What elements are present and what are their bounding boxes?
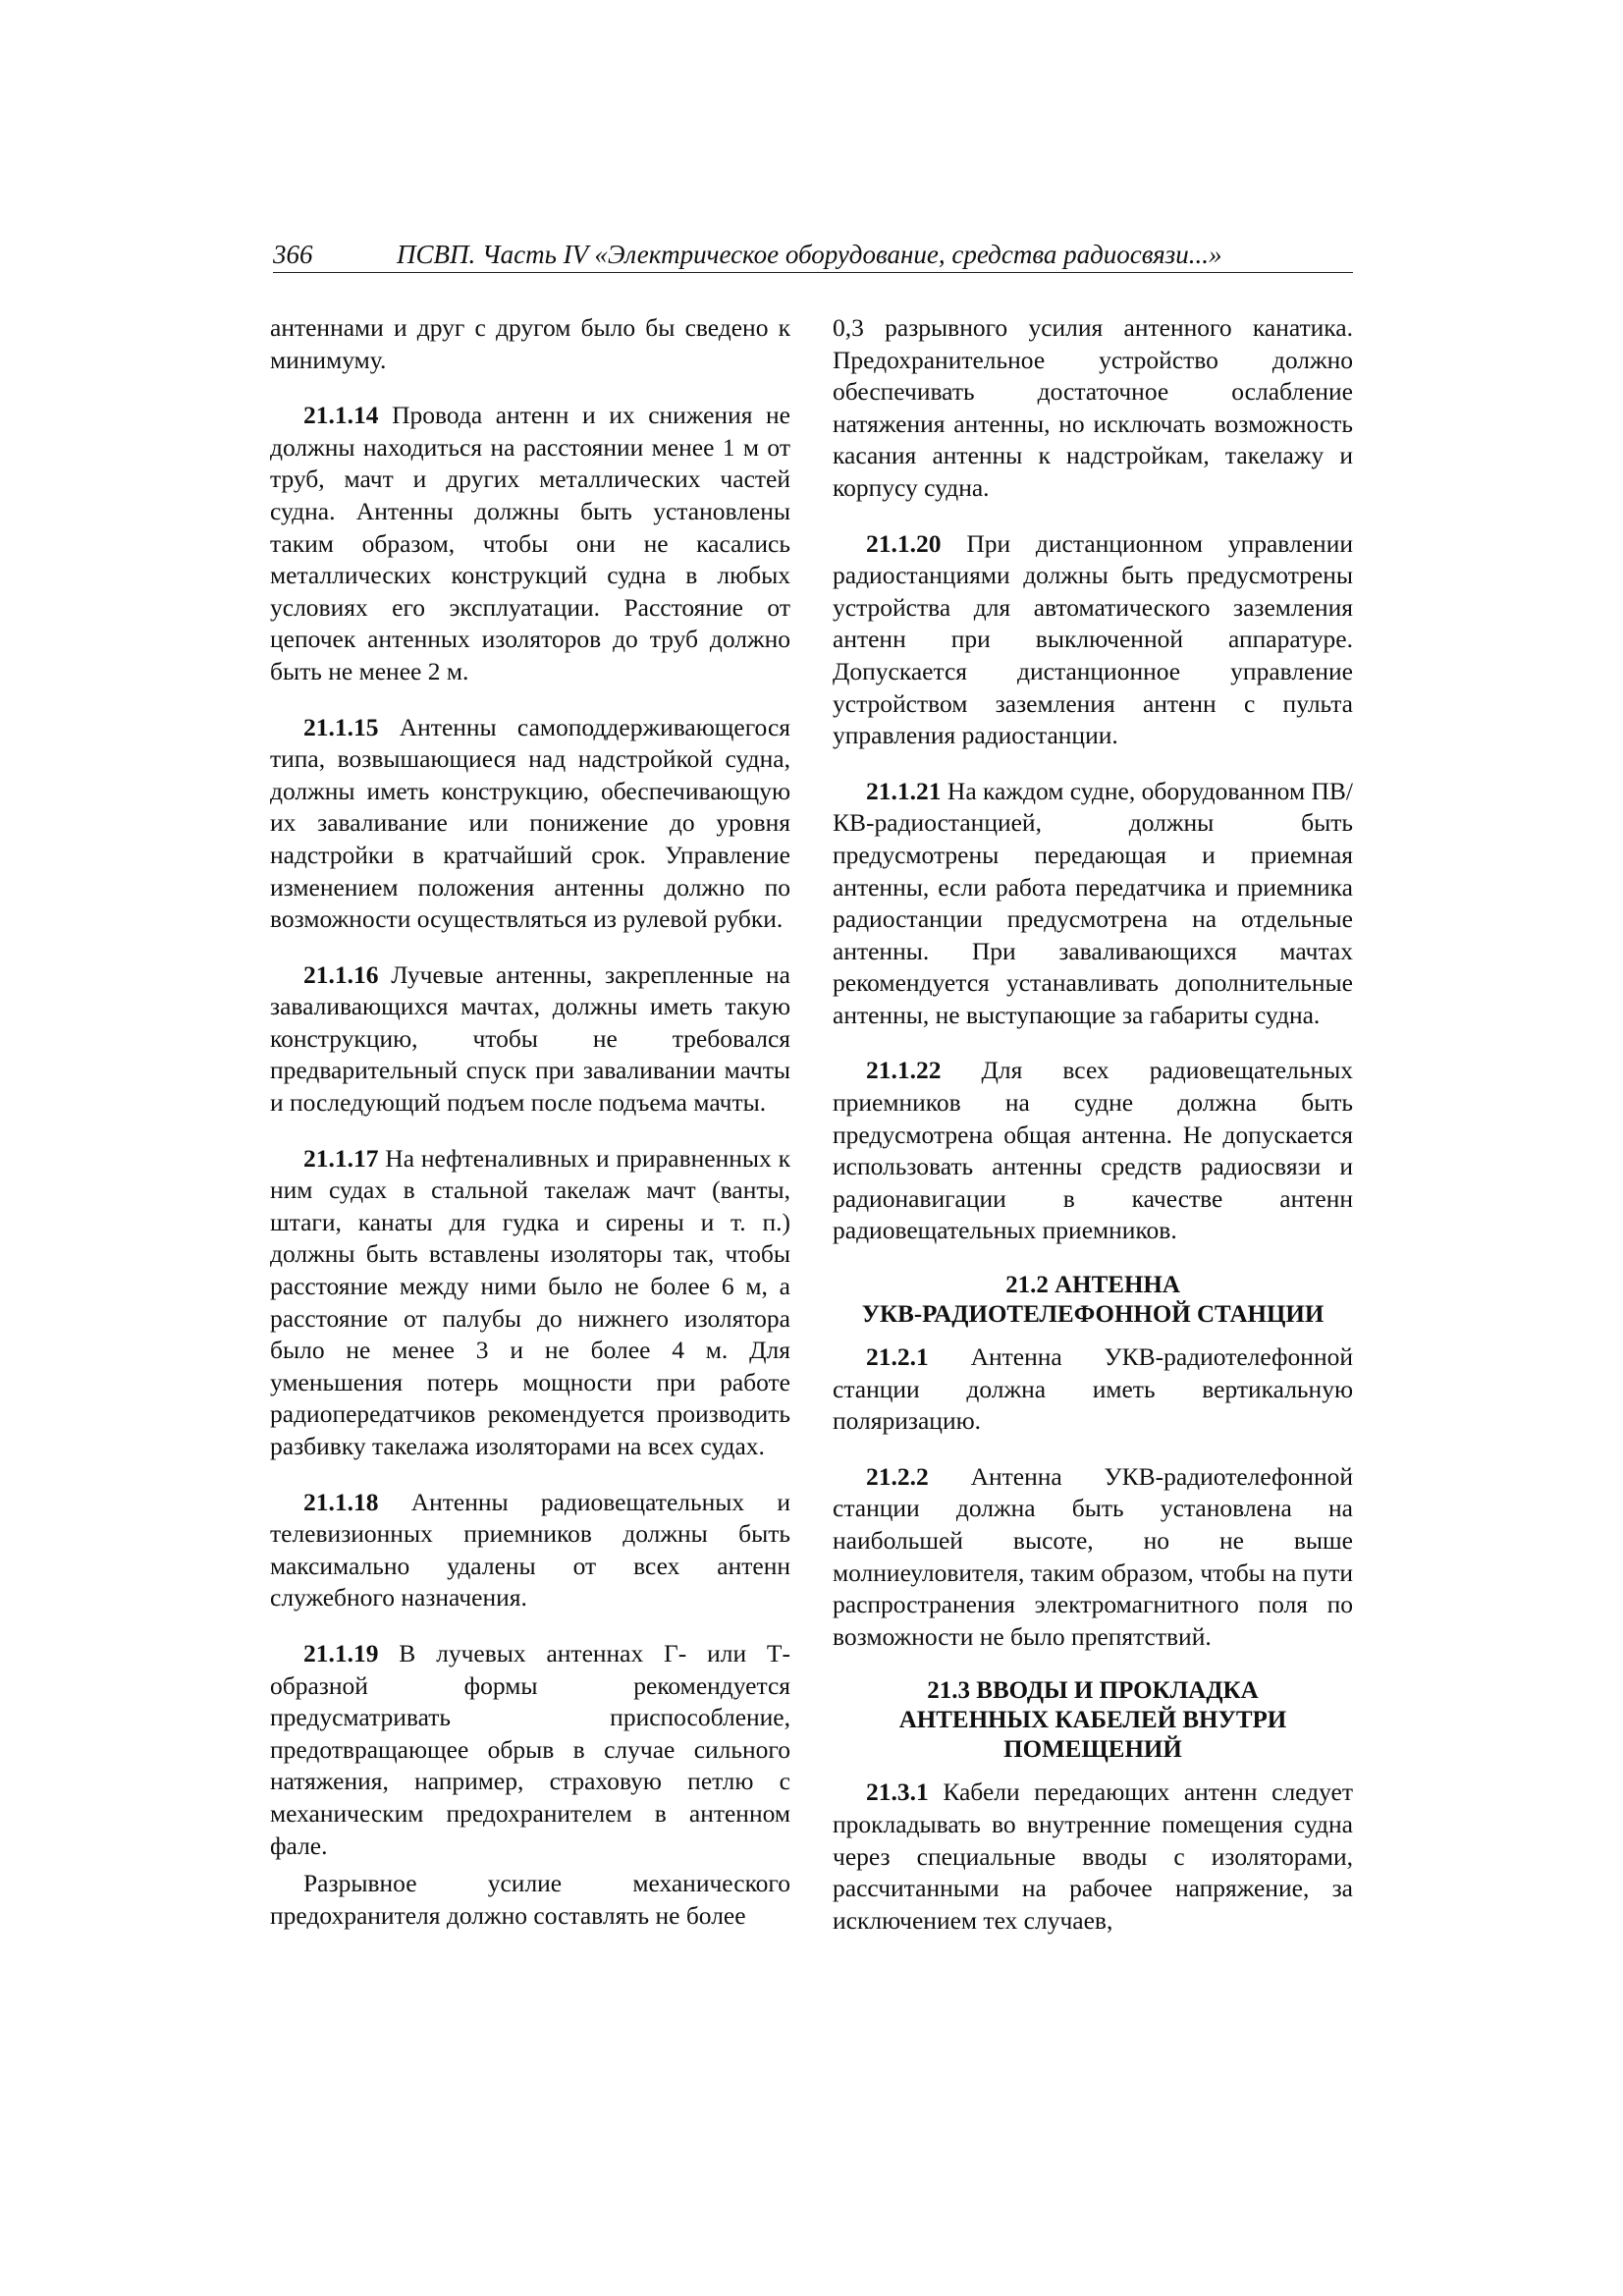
paragraph-continuation: 0,3 разрывного усилия антенного канатика. Предохранительное устройство должно обеспечивать достаточное ослабление натяжения антенны, но исключать возможность касания антенны к надстройкам, такелажу и корпусу судна. bbox=[833, 313, 1353, 502]
running-header bbox=[273, 239, 1353, 273]
paragraph-text: При дистанционном управлении радиостанциями должны быть предусмотрены устройства для автоматического заземления антенн при выключенной аппаратуре. Допускается дистанционное управление устройством заземления антенн с пульта управления радиостанции. bbox=[833, 528, 1353, 750]
paragraph-text: Лучевые антенны, закрепленные на заваливающихся мачтах, должны иметь такую конструкцию, чтобы не требовался предварительный спуск при заваливании мачты и последующий подъем после подъема мачты. bbox=[270, 959, 790, 1118]
paragraph-21-2-2 bbox=[833, 1461, 1353, 1654]
paragraph-text: Антенны самоподдерживающегося типа, возвышающиеся над надстройкой судна, должны иметь конструкцию, обеспечивающую их заваливание или понижение до уровня надстройки в кратчайший срок. Управление изменением положения антенны должно по возможности осуществляться из рулевой рубки. bbox=[270, 712, 790, 934]
paragraph-text: На каждом судне, оборудованном ПВ/КВ-радиостанцией, должны быть предусмотрены передающая и приемная антенны, если работа передатчика и приемника радиостанции предусмотрена на отдельные антенны. При заваливающихся мачтах рекомендуется устанавливать дополнительные антенны, не выступающие за габариты судна. bbox=[833, 776, 1353, 1029]
paragraph-text: Кабели передающих антенн следует прокладывать во внутренние помещения судна через специальные вводы с изоляторами, рассчитанными на рабочее напряжение, за исключением тех случаев, bbox=[833, 1777, 1353, 1935]
paragraph-21-2-1 bbox=[833, 1341, 1353, 1438]
paragraph-number: 21.1.17 bbox=[303, 1143, 379, 1173]
paragraph-number: 21.1.20 bbox=[866, 528, 942, 558]
section-heading-line: 21.2 АНТЕННА bbox=[1005, 1272, 1180, 1299]
paragraph-21-1-14 bbox=[270, 400, 790, 687]
paragraph-number: 21.1.21 bbox=[866, 776, 942, 805]
paragraph-21-1-17 bbox=[270, 1143, 790, 1463]
paragraph-text: Для всех радиовещательных приемников на судне должна быть предусмотрена общая антенна. Не допускается использовать антенны средств радиосвязи и радионавигации в качестве антенн радиовещательных приемников. bbox=[833, 1056, 1353, 1245]
section-heading-21-3 bbox=[833, 1676, 1353, 1765]
paragraph-text: Провода антенн и их снижения не должны находиться на расстоянии менее 1 м от труб, мачт и других металлических частей судна. Антенны должны быть установлены таким образом, чтобы они не касались металлических конструкций судна в любых условиях его эксплуатации. Расстояние от цепочек антенных изоляторов до труб должно быть не менее 2 м. bbox=[270, 401, 790, 685]
paragraph-21-1-20 bbox=[833, 528, 1353, 752]
paragraph-number: 21.1.22 bbox=[866, 1056, 942, 1085]
section-heading-line: АНТЕННЫХ КАБЕЛЕЙ ВНУТРИ bbox=[898, 1707, 1287, 1734]
paragraph-text: На нефтеналивных и приравненных к ним судах в стальной такелаж мачт (ванты, штаги, канаты для гудка и сирены и т. п.) должны быть вставлены изоляторы так, чтобы расстояние между ними было не более 6 м, а расстояние от палубы до нижнего изолятора было не менее 3 и не более 4 м. Для уменьшения потерь мощности при работе радиопередатчиков рекомендуется производить разбивку такелажа изоляторами на всех судах. bbox=[270, 1143, 790, 1460]
paragraph-continuation: антеннами и друг с другом было бы сведено к минимуму. bbox=[270, 313, 790, 374]
paragraph-number: 21.1.19 bbox=[303, 1638, 379, 1667]
paragraph-number: 21.3.1 bbox=[866, 1777, 929, 1807]
paragraph-21-3-1 bbox=[833, 1777, 1353, 1937]
paragraph-number: 21.2.2 bbox=[866, 1461, 929, 1491]
left-column bbox=[270, 312, 790, 1955]
section-heading-21-2 bbox=[833, 1271, 1353, 1330]
paragraph-text: Антенна УКВ-радиотелефонной станции должна иметь вертикальную поляризацию. bbox=[833, 1342, 1353, 1436]
section-heading-line: ПОМЕЩЕНИЙ bbox=[1003, 1736, 1182, 1764]
paragraph-21-1-18 bbox=[270, 1487, 790, 1614]
section-heading-line: УКВ-РАДИОТЕЛЕФОННОЙ СТАНЦИИ bbox=[861, 1301, 1325, 1329]
paragraph-number: 21.2.1 bbox=[866, 1342, 929, 1372]
paragraph-number: 21.1.15 bbox=[303, 712, 379, 741]
paragraph-text: Антенна УКВ-радиотелефонной станции должна быть установлена на наибольшей высоте, но не выше молниеуловителя, таким образом, чтобы на пути распространения электромагнитного поля по возможности не было препятствий. bbox=[833, 1461, 1353, 1651]
paragraph-number: 21.1.18 bbox=[303, 1487, 379, 1516]
page-number: 366 bbox=[273, 240, 313, 269]
paragraph-text: В лучевых антеннах Г- или Т-образной формы рекомендуется предусматривать приспособление, предотвращающее обрыв в случае сильного натяжения, например, страховую петлю с механическим предохранителем в антенном фале. bbox=[270, 1638, 790, 1860]
paragraph-21-1-16 bbox=[270, 959, 790, 1120]
paragraph-21-1-22 bbox=[833, 1055, 1353, 1247]
paragraph-number: 21.1.14 bbox=[303, 401, 379, 430]
paragraph-text: Антенны радиовещательных и телевизионных приемников должны быть максимально удалены от всех антенн служебного назначения. bbox=[270, 1487, 790, 1613]
section-heading-line: 21.3 ВВОДЫ И ПРОКЛАДКА bbox=[927, 1677, 1259, 1705]
paragraph-21-1-21 bbox=[833, 776, 1353, 1032]
right-column bbox=[833, 312, 1353, 1960]
running-title: ПСВП. Часть IV «Электрическое оборудование, средства радиосвязи...» bbox=[397, 240, 1222, 269]
paragraph-breaking-force: Разрывное усилие механического предохранителя должно составлять не более bbox=[270, 1869, 790, 1930]
paragraph-21-1-15 bbox=[270, 712, 790, 936]
paragraph-21-1-19 bbox=[270, 1638, 790, 1862]
paragraph-number: 21.1.16 bbox=[303, 959, 379, 989]
